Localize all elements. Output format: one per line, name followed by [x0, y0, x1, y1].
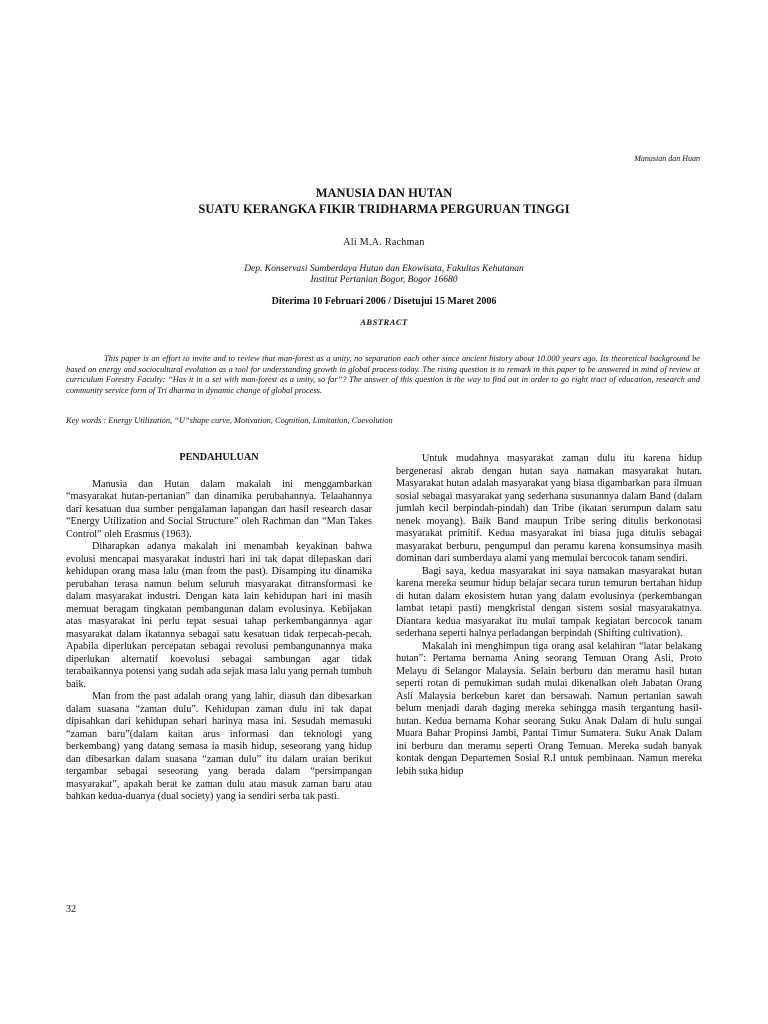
right-paragraph-1: Untuk mudahnya masyarakat zaman dulu itu karena hidup bergenerasi akrab dengan hutan saya namakan masyarakat hutan. Masyarakat hutan adalah masyarakat yang biasa digambarkan para ilmuan sosial sebagai masyarakat yang sederhana susunannya dalam Band (dalam jumlah kecil berpindah-pindah) dan Tribe (ikatan serumpun dalam satu nenek moyang). Baik Band maupun Tribe sering ditulis berkonotasi masyarakat primitif. Kedua masyarakat ini biasa juga ditulis sebagai masyarakat berburu, pengumpul dan peramu karena konsumsinya masih dominan dari sumberdaya alami yang memulai bercocok tanam sendiri.	[396, 453, 702, 564]
left-paragraph-1: Manusia dan Hutan dalam makalah ini menggambarkan “masyarakat hutan-pertanian” dan dinamika perubahannya. Telaahannya dari kesatuan dua sumber pengalaman lapangan dan hasil research dasar “Energy Utilization and Social Structure” oleh Rachman dan “Man Takes Control” oleh Erasmus (1963).	[66, 478, 372, 540]
abstract	[66, 354, 700, 396]
running-head: Manusian dan Huan	[634, 154, 700, 163]
affiliation-line-2: Institut Pertanian Bogor, Bogor 16680	[310, 275, 458, 285]
abstract-text: This paper is an effort to invite and to review that man-forest as a unity, no separation each other since ancient history about 10.000 years ago. Its theoretical background be based on energy and sociocultural evolution as a tool for understanding growth in global process today. The rising question is to remark in this paper to be answered in mind of review at curriculum Forestry Faculty: “Has it in a set with man-forest as a unity, so far”? The answer of this question is the way to find out in order to go right tract of education, research and community service form of Tri dharma in dynamic change of global process.	[66, 354, 700, 395]
right-column	[396, 453, 702, 778]
title-line-2: SUATU KERANGKA FIKIR TRIDHARMA PERGURUAN TINGGI	[198, 202, 570, 216]
affiliation-line-1: Dep. Konservasi Sumberdaya Hutan dan Ekowisata, Fakultas Kehutanan	[244, 264, 524, 274]
page-number: 32	[66, 904, 76, 915]
left-column	[66, 452, 372, 804]
right-paragraph-3: Makalah ini menghimpun tiga orang asal kelahiran “latar belakang hutan”: Pertama bernama Aning seorang Temuan Orang Asli, Proto Melayu di Selangor Malaysia. Selain berburu dan meramu hasil hutan seperti rotan di pemukiman sudah mulai dikenalkan oleh Jabatan Orang Asli Malaysia berkebun karet dan bersawah. Namun pertanian sawah belum menjadi darah daging mereka sehingga masih tergantung hasil-hutan. Kedua bernama Kohar seorang Suku Anak Dalam di hulu sungai Muara Bahar Propinsi Jambi, Pantai Timur Sumatera. Suku Anak Dalam ini berburu dan meramu seperti Orang Temuan. Mereka sudah banyak kontak dengan Departemen Sosial R.I untuk pembinaan. Namun mereka lebih suka hidup	[396, 640, 702, 777]
right-paragraph-2: Bagi saya, kedua masyarakat ini saya namakan masyarakat hutan karena mereka seumur hidup belajar secara turun temurun bertahan hidup di hutan dalam ekosistem hutan yang dalam evolusinya (perkembangan lambat tetapi pasti) mengkristal dengan sistem sosial masyarakatnya. Diantara kedua masyarakat itu mulai tampak kegiatan bercocok tanam sederhana seperti halnya perladangan berpindah (Shifting cultivation).	[396, 565, 702, 639]
title-block	[60, 185, 708, 327]
affiliation	[60, 264, 708, 286]
left-paragraph-3: Man from the past adalah orang yang lahir, diasuh dan dibesarkan dalam suasana “zaman dulu”. Kehidupan zaman dulu ini tak dapat dipisahkan dari kehidupan sehari harinya masa ini. Sesudah memasuki “zaman baru”(dalam kaitan arus informasi dan teknologi yang berkembang) yang datang semasa ia masih hidup, seseorang yang hidup dan dibesarkan dalam suasana “zaman dulu” itu dalam uraian berikut tergambar sebagai seseorang yang berada dalam “persimpangan masyarakat”, apakah berat ke zaman dulu atau masuk zaman baru atau bahkan kedua-duanya (dual society) yang ia sendiri serba tak pasti.	[66, 691, 372, 802]
abstract-heading: ABSTRACT	[360, 317, 408, 327]
left-paragraph-2: Diharapkan adanya makalah ini menambah keyakinan bahwa evolusi mencapai masyarakat industri hari ini tak dapat dilepaskan dari kehidupan orang masa lalu (man from the past). Disamping itu dinamika perubahan terasa namun belum seluruh masyarakat ditransformasi ke dalam masyarakat industri. Dengan kata lain kehidupan hari ini masih memuat beragam tingkatan pembangunan dalam evolusinya. Kebijakan atas masyarakat ini perlu tepat sesuai tahap perkembangannya agar masyarakat dalam ikatannya sebagai satu kesatuan tidak terpecah-pecah. Apabila diperlukan percepatan sebagai revolusi pembangunannya maka diperlukan alternatif koevolusi sebagai sambungan agar tidak terabaikannya potensi yang sudah ada sejak masa lalu yang pernah tumbuh baik.	[66, 541, 372, 690]
received-dates: Diterima 10 Februari 2006 / Disetujui 15 Maret 2006	[271, 296, 497, 307]
section-heading-pendahuluan: PENDAHULUAN	[179, 452, 259, 463]
title-line-1: MANUSIA DAN HUTAN	[315, 186, 453, 200]
keywords: Key words : Energy Utilization, “U”shape curve, Motivation, Cognition, Limitation, Coevolution	[66, 416, 393, 425]
author-name: Ali M.A. Rachman	[343, 237, 425, 248]
